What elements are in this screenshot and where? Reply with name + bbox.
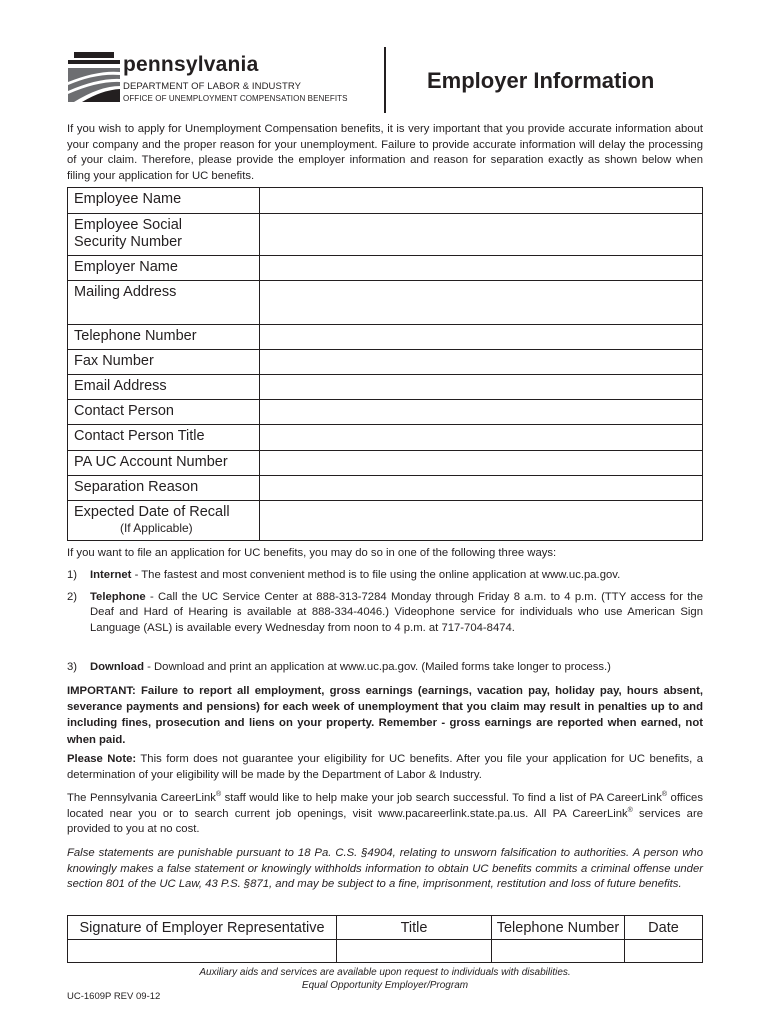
careerlink-part4: services are provided to you at no cost. — [67, 807, 703, 835]
fax-label: Fax Number — [68, 350, 260, 375]
mailing-address-field[interactable] — [259, 281, 702, 325]
item1-text: - The fastest and most convenient method is to file using the online application at www.uc.pa.gov. — [131, 569, 621, 581]
item1-number: 1) — [67, 569, 78, 581]
careerlink-part3: offices located near you or to search current job openings, visit www.pacareerlink.state.pa.us. All PA CareerLink — [67, 792, 703, 820]
reg-mark-3: ® — [627, 806, 633, 814]
header-divider — [384, 47, 386, 113]
email-label: Email Address — [68, 375, 260, 400]
contact-person-label: Contact Person — [68, 400, 260, 425]
separation-reason-label: Separation Reason — [68, 476, 260, 501]
careerlink-part2: staff would like to help make your job search successful. To find a list of PA CareerLink — [221, 792, 662, 804]
ssn-label-line2: Security Number — [74, 234, 182, 250]
office-name: OFFICE OF UNEMPLOYMENT COMPENSATION BENEFITS — [123, 94, 348, 103]
intro-paragraph: If you wish to apply for Unemployment Compensation benefits, it is very important that you provide accurate information about your company and the proper reason for your unemployment. Failure to provide accurate information will delay the processing of your claim. Therefore, please provide the employer information and reason for separation exactly as shown below when filing your application for UC benefits. — [67, 123, 703, 182]
ssn-label-line1: Employee Social — [74, 217, 182, 233]
keystone-logo-icon — [68, 52, 120, 102]
telephone-label: Telephone Number — [68, 325, 260, 350]
signature-field[interactable] — [68, 940, 337, 963]
employer-info-table — [67, 187, 703, 541]
contact-person-field[interactable] — [259, 400, 702, 425]
false-statements-warning: False statements are punishable pursuant to 18 Pa. C.S. §4904, relating to unsworn falsification to authorities. A person who knowingly makes a false statement or knowingly withholds information to obtain UC benefits commits a criminal offense under section 801 of the UC Law, 43 P.S. §871, and may be subject to a fine, imprisonment, restitution and loss of future benefits. — [67, 847, 703, 890]
telephone-field[interactable] — [259, 325, 702, 350]
recall-date-field[interactable] — [259, 501, 702, 541]
reg-mark-2: ® — [661, 791, 668, 799]
employee-name-field[interactable] — [259, 188, 702, 214]
signature-header: Signature of Employer Representative — [68, 916, 337, 940]
title-field[interactable] — [337, 940, 492, 963]
employee-name-label: Employee Name — [68, 188, 260, 214]
reg-mark-1: ® — [215, 791, 222, 799]
recall-date-text: Expected Date of Recall — [74, 504, 230, 520]
note-text: This form does not guarantee your eligibility for UC benefits. After you file your application for UC benefits, a determination of your eligibility will be made by the Department of Labor & Industry. — [67, 753, 703, 781]
brand-name: pennsylvania — [123, 53, 259, 76]
date-header: Date — [625, 916, 703, 940]
ssn-field[interactable] — [259, 214, 702, 256]
contact-title-label: Contact Person Title — [68, 425, 260, 451]
apply-item-download — [90, 660, 703, 675]
account-number-label: PA UC Account Number — [68, 451, 260, 476]
sig-telephone-field[interactable] — [492, 940, 625, 963]
recall-date-label — [68, 501, 260, 541]
contact-title-field[interactable] — [259, 425, 702, 451]
careerlink-part1: The Pennsylvania CareerLink — [67, 792, 216, 804]
apply-lead: If you want to file an application for UC benefits, you may do so in one of the following three ways: — [67, 547, 557, 559]
please-note — [67, 752, 703, 783]
item1-label: Internet — [90, 569, 132, 581]
item2-number: 2) — [67, 591, 78, 603]
accessibility-note: Auxiliary aids and services are available upon request to individuals with disabilities. — [199, 967, 571, 978]
form-id: UC-1609P REV 09-12 — [67, 991, 161, 1002]
note-label: Please Note: — [67, 753, 137, 765]
form-title: Employer Information — [427, 68, 655, 93]
item3-label: Download — [90, 661, 144, 673]
eeo-note: Equal Opportunity Employer/Program — [301, 980, 469, 991]
telephone-header: Telephone Number — [492, 916, 625, 940]
apply-item-telephone — [90, 590, 703, 636]
signature-table — [67, 915, 703, 963]
employer-name-field[interactable] — [259, 256, 702, 281]
careerlink-paragraph — [67, 791, 703, 838]
mailing-address-label: Mailing Address — [68, 281, 260, 325]
email-field[interactable] — [259, 375, 702, 400]
important-notice: IMPORTANT: Failure to report all employment, gross earnings (earnings, vacation pay, holiday pay, hours absent, severance payments and pensions) for each week of unemployment that you claim may result in penalties up to and including fines, prosecution and liens on your property. Remember - gross earnings are reported when earned, not when paid. — [67, 685, 703, 746]
item3-number: 3) — [67, 661, 78, 673]
fax-field[interactable] — [259, 350, 702, 375]
item2-label: Telephone — [90, 591, 146, 603]
title-header: Title — [337, 916, 492, 940]
account-number-field[interactable] — [259, 451, 702, 476]
apply-item-internet — [90, 568, 703, 583]
item2-text: - Call the UC Service Center at 888-313-7284 Monday through Friday 8 a.m. to 4 p.m. (TTY access for the Deaf and Hard of Hearing is available at 888-334-4046.) Videophone service for individuals who use American Sign Language (ASL) is available every Wednesday from noon to 4 p.m. at 717-704-8474. — [90, 591, 703, 634]
department-name: DEPARTMENT OF LABOR & INDUSTRY — [123, 81, 302, 92]
footer-note — [0, 966, 770, 992]
recall-date-note: (If Applicable) — [119, 521, 193, 535]
item3-text: - Download and print an application at www.uc.pa.gov. (Mailed forms take longer to process.) — [143, 661, 611, 673]
separation-reason-field[interactable] — [259, 476, 702, 501]
employer-name-label: Employer Name — [68, 256, 260, 281]
date-field[interactable] — [625, 940, 703, 963]
ssn-label — [68, 214, 260, 256]
